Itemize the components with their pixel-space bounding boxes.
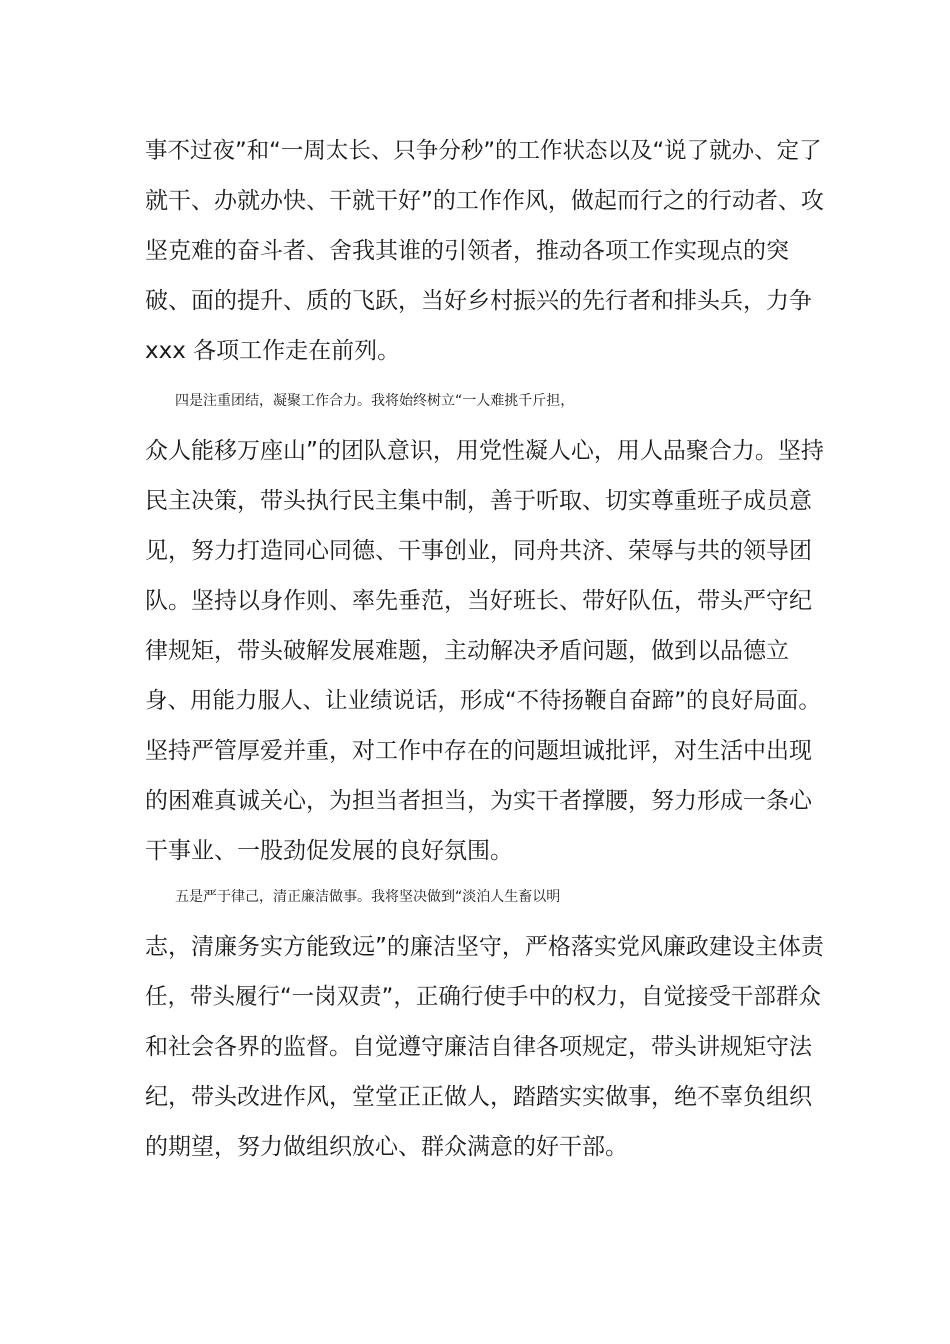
paragraph-4-start: 四是注重团结，凝聚工作合力。我将始终树立“一人难挑千斤担， (175, 393, 575, 409)
text-line-15: 干事业、一股劲促发展的良好氛围。 (145, 838, 513, 864)
text-line-19: 和社会各界的监督。自觉遵守廉洁自律各项规定，带头讲规矩守法 (145, 1034, 812, 1060)
text-line-2: 就干、办就办快、干就干好”的工作作风，做起而行之的行动者、攻 (145, 188, 824, 214)
text-line-11: 律规矩，带头破解发展难题，主动解决矛盾问题，做到以品德立 (145, 638, 789, 664)
text-line-5: xxx 各项工作走在前列。 (145, 338, 401, 364)
text-line-1: 事不过夜”和“一周太长、只争分秒”的工作状态以及“说了就办、定了 (145, 138, 822, 164)
text-line-12: 身、用能力服人、让业绩说话，形成“不待扬鞭自奋蹄”的良好局面。 (145, 688, 821, 714)
text-line-13: 坚持严管厚爱并重，对工作中存在的问题坦诚批评，对生活中出现 (145, 738, 812, 764)
text-line-3: 坚克难的奋斗者、舍我其谁的引领者，推动各项工作实现点的突 (145, 238, 789, 264)
text-line-8: 民主决策，带头执行民主集中制，善于听取、切实尊重班子成员意 (145, 488, 812, 514)
text-line-7: 众人能移万座山”的团队意识，用党性凝人心，用人品聚合力。坚持 (145, 438, 824, 464)
text-line-10: 队。坚持以身作则、率先垂范，当好班长、带好队伍，带头严守纪 (145, 588, 812, 614)
text-line-14: 的困难真诚关心，为担当者担当，为实干者撑腰，努力形成一条心 (145, 788, 812, 814)
text-line-18: 任，带头履行“一岗双责”，正确行使手中的权力，自觉接受干部群众 (145, 984, 821, 1010)
text-line-4: 破、面的提升、质的飞跃，当好乡村振兴的先行者和排头兵，力争 (145, 288, 812, 314)
paragraph-5-start: 五是严于律己，清正廉洁做事。我将坚决做到“淡泊人生畜以明 (175, 889, 561, 905)
text-line-21: 的期望，努力做组织放心、群众满意的好干部。 (145, 1134, 628, 1160)
text-line-20: 纪，带头改进作风，堂堂正正做人，踏踏实实做事，绝不辜负组织 (145, 1084, 812, 1110)
text-line-9: 见，努力打造同心同德、干事创业，同舟共济、荣辱与共的领导团 (145, 538, 812, 564)
text-line-17: 志，清廉务实方能致远”的廉洁坚守，严格落实党风廉政建设主体责 (145, 934, 824, 960)
